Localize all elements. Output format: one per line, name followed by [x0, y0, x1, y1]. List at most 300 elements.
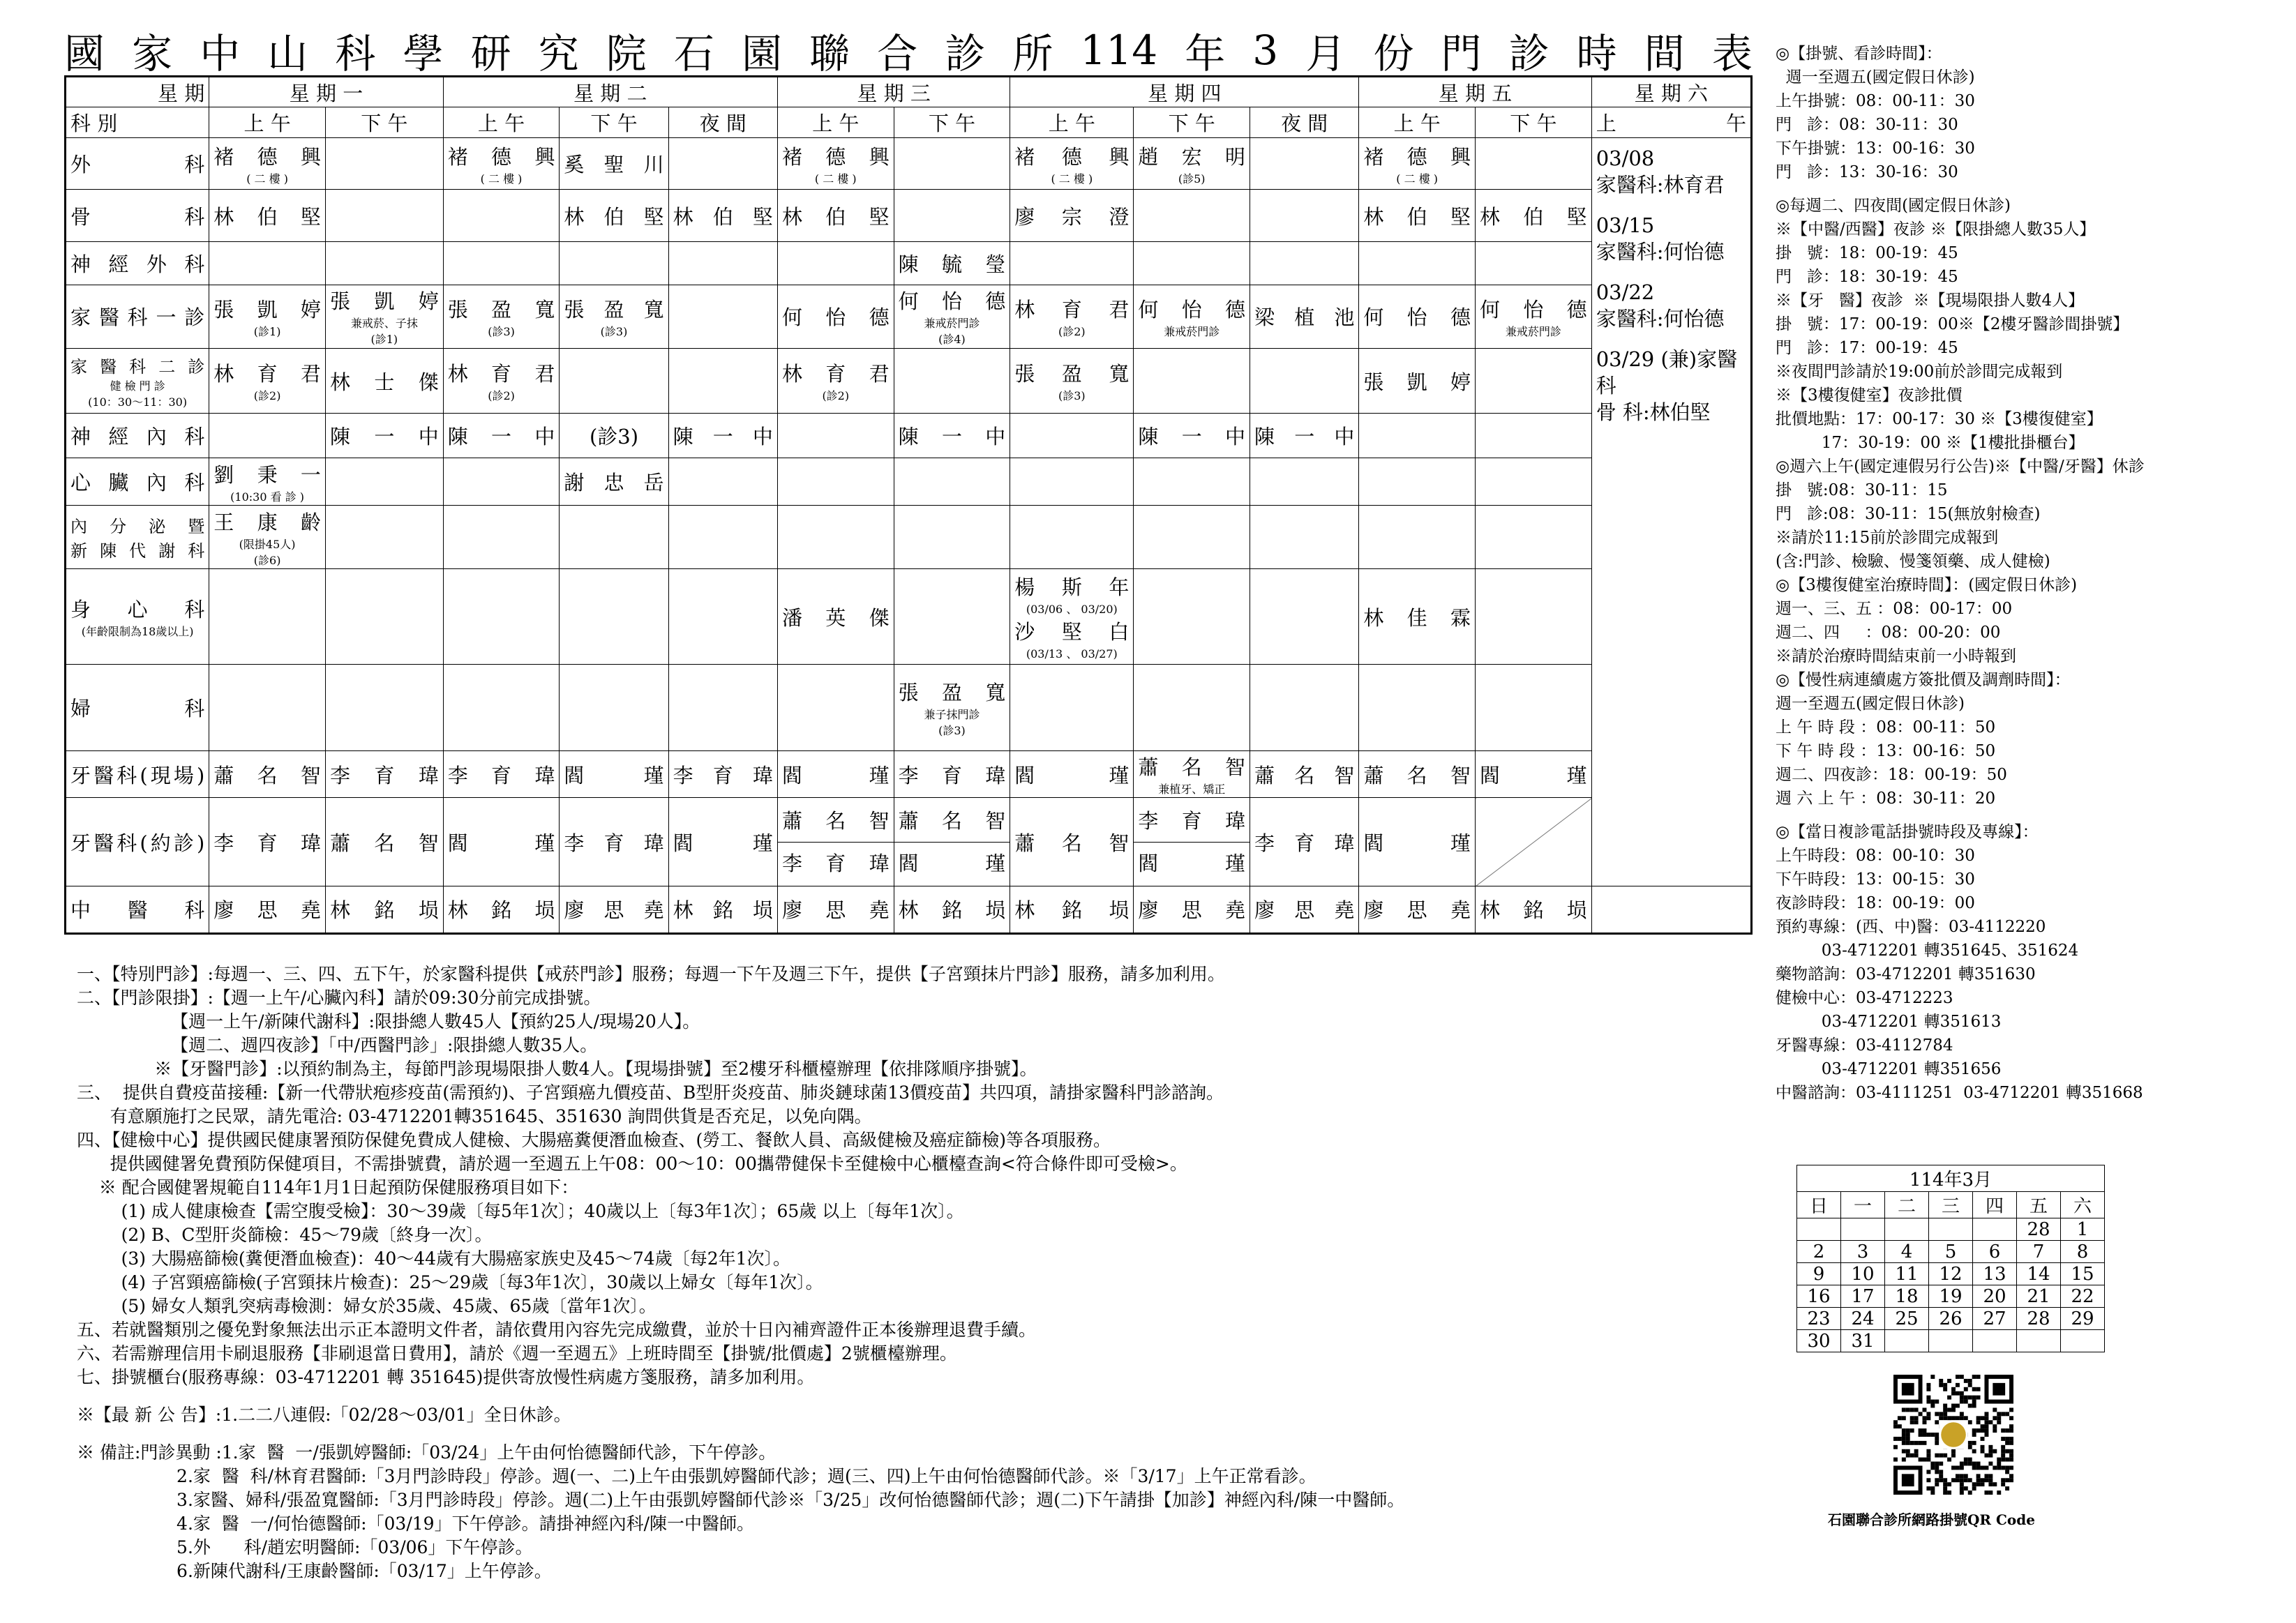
doctor-name: 蕭名智 [1363, 763, 1471, 787]
schedule-cell [1134, 665, 1250, 751]
day-header: 星 期 三 [777, 77, 1010, 107]
note-line: (3) 大腸癌篩檢(糞便潛血檢查)：40～44歲有大腸癌家族史及45～74歲〔每2年1次〕。 [77, 1248, 791, 1269]
schedule-cell [668, 665, 777, 751]
info-line: ◎【掛號、看診時間】： [1776, 45, 1942, 63]
qr-caption: 石園聯合診所網路掛號QR Code [1828, 1511, 2035, 1528]
schedule-cell [325, 751, 443, 798]
schedule-cell [1359, 190, 1476, 241]
doctor-name: 廖思堯 [564, 898, 664, 923]
schedule-cell [1359, 285, 1476, 348]
info-line: 門 診：13：30-16：30 [1776, 163, 1958, 181]
schedule-cell [1134, 798, 1250, 886]
note-line: 一、【特別門診】:每週一、三、四、五下午，於家醫科提供【戒菸門診】服務；每週一下午及週三下午，提供【子宮頸抹片門診】服務，請多加利用。 [77, 964, 1225, 984]
info-line: 17：30-19：00 ※【1樓批掛櫃台】 [1776, 434, 2085, 452]
schedule-cell [894, 506, 1010, 569]
cell-note: 兼戒菸門診 [924, 317, 980, 331]
dept-name: 家醫科二診 [70, 356, 205, 377]
calendar-day: 7 [2017, 1241, 2061, 1263]
info-line: 03-4712201 轉351645、351624 [1776, 942, 2079, 960]
schedule-cell [209, 458, 326, 506]
info-line: 牙醫專線：03-4112784 [1776, 1036, 1953, 1055]
doctor-name: 李育瑋 [213, 831, 321, 855]
schedule-cell [325, 798, 443, 886]
schedule-cell [668, 285, 777, 348]
schedule-cell [1010, 190, 1134, 241]
dept-cell [66, 798, 209, 886]
note-line: 【週二、週四夜診】「中/西醫門診」:限掛總人數35人。 [77, 1035, 598, 1055]
doctor-name: 何怡德 [1363, 305, 1471, 330]
schedule-cell [1476, 886, 1592, 933]
schedule-cell [560, 285, 668, 348]
schedule-cell [1134, 751, 1250, 798]
schedule-cell [1476, 348, 1592, 413]
calendar-day: 21 [2017, 1285, 2061, 1308]
info-panel [1776, 42, 2278, 1105]
schedule-cell [1010, 665, 1134, 751]
calendar-weekday: 二 [1885, 1192, 1929, 1218]
dept-cell [66, 665, 209, 751]
schedule-cell [325, 665, 443, 751]
doctor-name: 趙宏明 [1138, 144, 1246, 169]
dept-cell [66, 190, 209, 241]
schedule-cell [668, 458, 777, 506]
dept-cell [66, 751, 209, 798]
calendar-weekday: 日 [1797, 1192, 1841, 1218]
info-line: 週 六 上 午 ：08：30-11：20 [1776, 790, 1996, 808]
schedule-cell [777, 798, 894, 886]
calendar-day: 20 [1973, 1285, 2017, 1308]
session-header: 夜 間 [668, 107, 777, 137]
cell-note: 兼戒菸門診 [1164, 324, 1220, 338]
schedule-cell [777, 348, 894, 413]
dept-name: 骨 科 [70, 204, 205, 229]
info-line: ※請於治療時間結束前一小時報到 [1776, 647, 2016, 665]
schedule-cell [1250, 348, 1359, 413]
note-line: 6.新陳代謝科/王康齡醫師:「03/17」上午停診。 [77, 1561, 552, 1581]
schedule-cell [325, 458, 443, 506]
schedule-cell [209, 665, 326, 751]
doctor-name: 潘英傑 [781, 605, 890, 630]
calendar-day: 4 [1885, 1241, 1929, 1263]
info-line: ※夜間門診請於19:00前於診間完成報到 [1776, 363, 2063, 381]
schedule-cell [560, 665, 668, 751]
info-line: 週二、四夜診：18：00-19：50 [1776, 766, 2007, 784]
schedule-cell [1359, 137, 1476, 189]
title-char: 聯 [809, 30, 850, 77]
info-line: ◎【當日複診電話掛號時段及專線】： [1776, 823, 2039, 841]
note-line: 【週一上午/新陳代謝科】:限掛總人數45人【預約25人/現場20人】。 [77, 1011, 700, 1032]
calendar-day: 24 [1841, 1308, 1885, 1330]
doctor-name: 陳一中 [898, 425, 1006, 449]
calendar-day: 3 [1841, 1241, 1885, 1263]
doctor-name: 蕭名智 [213, 763, 321, 787]
schedule-cell [1476, 569, 1592, 665]
schedule-cell [668, 348, 777, 413]
schedule-cell [443, 414, 560, 458]
info-line: (含:門診、檢驗、慢箋領藥、成人健檢) [1776, 552, 2050, 571]
schedule-cell [560, 798, 668, 886]
calendar-day: 8 [2061, 1241, 2105, 1263]
calendar-day [1841, 1218, 1885, 1241]
schedule-cell [777, 569, 894, 665]
doctor-name: 閻瑾 [1014, 763, 1130, 787]
doctor-name: 閻瑾 [673, 831, 773, 855]
schedule-cell [1010, 751, 1134, 798]
day-header: 星 期 四 [1010, 77, 1359, 107]
schedule-cell [443, 506, 560, 569]
saturday-line: 03/08 [1596, 146, 1655, 170]
calendar-day [1885, 1218, 1929, 1241]
session-header: 下 午 [1134, 107, 1250, 137]
info-line: 中醫諮詢：03-4111251 03-4712201 轉351668 [1776, 1084, 2143, 1102]
doctor-name: 閻瑾 [564, 763, 664, 787]
info-line: 掛 號：18：00-19：45 [1776, 244, 1958, 262]
day-header: 星 期 五 [1359, 77, 1591, 107]
schedule-cell [777, 506, 894, 569]
title-char: 診 [945, 30, 986, 77]
doctor-name: 林伯堅 [213, 204, 321, 229]
note-line: 二、【門診限掛】:【週一上午/心臟內科】請於09:30分前完成掛號。 [77, 988, 601, 1008]
dept-cell [66, 506, 209, 569]
schedule-cell [668, 414, 777, 458]
schedule-cell [325, 506, 443, 569]
schedule-cell [1134, 285, 1250, 348]
calendar-day: 6 [1973, 1241, 2017, 1263]
schedule-cell [325, 569, 443, 665]
doctor-name: 林士傑 [329, 370, 439, 394]
schedule-cell [1134, 886, 1250, 933]
saturday-line: 家醫科:何怡德 [1596, 306, 1725, 331]
doctor-name: 廖思堯 [1138, 898, 1246, 923]
schedule-cell [325, 241, 443, 285]
saturday-line: 家醫科:何怡德 [1596, 239, 1725, 264]
doctor-name: 蕭名智 [1138, 755, 1246, 780]
calendar-day [1929, 1218, 1973, 1241]
calendar-day: 28 [2017, 1308, 2061, 1330]
title-char: 月 [1305, 30, 1346, 77]
schedule-cell [325, 886, 443, 933]
info-line: 週一至週五(國定假日休診) [1776, 695, 1965, 713]
schedule-cell [443, 886, 560, 933]
schedule-cell [894, 751, 1010, 798]
note-line [77, 1427, 1779, 1441]
schedule-cell [1359, 241, 1476, 285]
schedule-cell [443, 348, 560, 413]
doctor-name: 閻瑾 [781, 763, 890, 787]
schedule-cell [209, 190, 326, 241]
schedule-cell [1134, 241, 1250, 285]
schedule-cell [1476, 241, 1592, 285]
schedule-cell [668, 190, 777, 241]
schedule-cell [443, 190, 560, 241]
doctor-name: 閻瑾 [1480, 763, 1587, 787]
schedule-cell [1010, 798, 1134, 886]
cell-note: (10:30 看 診 ) [230, 490, 305, 504]
calendar-day: 22 [2061, 1285, 2105, 1308]
schedule-cell [209, 414, 326, 458]
schedule-cell [560, 137, 668, 189]
note-line: (2) B、C型肝炎篩檢：45～79歲〔終身一次〕。 [77, 1225, 493, 1245]
schedule-cell [777, 414, 894, 458]
cell-note: (限掛45人) [239, 537, 296, 551]
schedule-cell [1359, 458, 1476, 506]
doctor-name: 王康齡 [213, 510, 321, 534]
schedule-cell [209, 569, 326, 665]
cell-note: 兼植牙、矯正 [1158, 783, 1226, 797]
schedule-cell [1359, 751, 1476, 798]
cell-note: (診2) [488, 389, 515, 403]
calendar-day: 28 [2017, 1218, 2061, 1241]
info-line: 夜診時段：18：00-19：00 [1776, 894, 1975, 912]
doctor-name: 張凱婷 [1363, 370, 1471, 394]
calendar-day: 23 [1797, 1308, 1841, 1330]
schedule-cell [443, 458, 560, 506]
qr-code[interactable] [1893, 1375, 2013, 1495]
doctor-name: 林銘埙 [447, 898, 555, 923]
doctor-name: 褚德興 [1363, 144, 1471, 169]
schedule-cell [1250, 506, 1359, 569]
doctor-name: 何怡德 [781, 305, 890, 330]
info-line: 門 診：17：00-19：45 [1776, 339, 1958, 357]
calendar-day [1973, 1330, 2017, 1352]
doctor-name: 陳一中 [329, 425, 439, 449]
note-line: 5.外 科/趙宏明醫師:「03/06」下午停診。 [77, 1537, 533, 1557]
schedule-cell [1010, 569, 1134, 665]
session-header: 夜 間 [1250, 107, 1359, 137]
schedule-cell [777, 751, 894, 798]
corner-header: 星 期 [66, 77, 209, 107]
doctor-name: 沙堅白 [1014, 620, 1130, 644]
schedule-cell [443, 285, 560, 348]
title-char: 研 [470, 30, 511, 77]
session-header: 下 午 [1476, 107, 1592, 137]
title-char: 科 [335, 30, 376, 77]
dept-cell [66, 886, 209, 933]
schedule-cell [209, 348, 326, 413]
schedule-cell [1359, 665, 1476, 751]
title-char: 114 [1080, 27, 1158, 74]
schedule-cell [777, 137, 894, 189]
schedule-cell [1476, 285, 1592, 348]
schedule-cell [325, 285, 443, 348]
notes-section [77, 963, 1779, 1583]
schedule-cell [894, 190, 1010, 241]
cell-note: (診3) [488, 324, 515, 338]
dept-cell [66, 414, 209, 458]
cell-note: (診6) [253, 553, 281, 567]
title-char: 合 [877, 30, 918, 77]
doctor-name: 張盈寬 [447, 297, 555, 322]
schedule-cell [443, 798, 560, 886]
cell-note: (診5) [1178, 172, 1206, 186]
schedule-cell [777, 241, 894, 285]
doctor-name: 蕭名智 [894, 800, 1010, 843]
title-char: 學 [403, 30, 444, 77]
title-char: 診 [1508, 30, 1550, 77]
cell-note: (診3) [600, 324, 628, 338]
note-line: ※【牙醫門診】:以預約制為主，每節門診現場限掛人數4人。【現場掛號】至2樓牙科櫃檯辦理【依排隊順序掛號】。 [77, 1059, 1037, 1079]
doctor-name: 林育君 [213, 362, 321, 386]
note-line: (4) 子宮頸癌篩檢(子宮頸抹片檢查)：25～29歲〔每3年1次〕，30歲以上婦女〔每年1次〕。 [77, 1272, 823, 1292]
title-char: 家 [132, 30, 173, 77]
session-header: 上 午 [209, 107, 326, 137]
info-line: 上午時段：08：00-10：30 [1776, 847, 1975, 865]
title-char: 究 [538, 30, 579, 77]
calendar-day: 29 [2061, 1308, 2105, 1330]
cell-note: 兼戒菸門診 [1505, 324, 1561, 338]
session-header: 下 午 [894, 107, 1010, 137]
doctor-name: 林育君 [781, 362, 890, 386]
cell-note: (03/13 、 03/27) [1026, 647, 1118, 661]
info-line: 03-4712201 轉351613 [1776, 1013, 2002, 1031]
doctor-name: 李育瑋 [1134, 800, 1250, 843]
schedule-cell [1476, 798, 1592, 886]
note-line: 提供國健署免費預防保健項目，不需掛號費，請於週一至週五上午08：00～10：00攜帶健保卡至健檢中心櫃檯查詢<符合條件即可受檢>。 [77, 1154, 1187, 1174]
dept-cell [66, 458, 209, 506]
cell-note: (診3) [1058, 389, 1086, 403]
calendar-day: 13 [1973, 1263, 2017, 1285]
schedule-cell [777, 458, 894, 506]
schedule-cell [1476, 751, 1592, 798]
doctor-name: 陳一中 [1138, 425, 1246, 449]
schedule-cell [1010, 506, 1134, 569]
note-line: 2.家 醫 科/林育君醫師:「3月門診時段」停診。週(一、二)上午由張凱婷醫師代診；週(三、四)上午由何怡德醫師代診。※「3/17」上午正常看診。 [77, 1466, 1316, 1486]
doctor-name: 林育君 [447, 362, 555, 386]
doctor-name: 閻瑾 [1363, 831, 1471, 855]
schedule-cell [1010, 241, 1134, 285]
cell-note: (診1) [370, 333, 398, 347]
schedule-cell [1250, 137, 1359, 189]
dept-line: 內 分 泌 暨 [70, 517, 205, 537]
info-line: 上午掛號：08：00-11：30 [1776, 92, 1975, 110]
schedule-cell [894, 285, 1010, 348]
doctor-name: 褚德興 [1014, 144, 1130, 169]
doctor-name: 林伯堅 [781, 204, 890, 229]
doctor-name: 林伯堅 [673, 204, 773, 229]
doctor-name: 張凱婷 [213, 297, 321, 322]
calendar-day: 2 [1797, 1241, 1841, 1263]
schedule-cell [1250, 798, 1359, 886]
doctor-name: 褚德興 [213, 144, 321, 169]
calendar-day: 27 [1973, 1308, 2017, 1330]
doctor-name: 林銘埙 [673, 898, 773, 923]
doctor-name: 何怡德 [1138, 297, 1246, 322]
saturday-line [1596, 265, 1746, 279]
calendar-weekday: 五 [2017, 1192, 2061, 1218]
doctor-name: 何怡德 [1480, 297, 1587, 322]
schedule-cell [668, 886, 777, 933]
schedule-cell [777, 285, 894, 348]
doctor-name: 林佳霖 [1363, 605, 1471, 630]
day-header: 星 期 一 [209, 77, 443, 107]
calendar-title: 114年3月 [1797, 1165, 2105, 1192]
dept-cell [66, 285, 209, 348]
schedule-cell [209, 886, 326, 933]
schedule-cell [1359, 348, 1476, 413]
calendar-day [1929, 1330, 1973, 1352]
calendar-day: 14 [2017, 1263, 2061, 1285]
schedule-cell [209, 137, 326, 189]
calendar-day [1797, 1218, 1841, 1241]
schedule-cell [325, 348, 443, 413]
doctor-name: 蕭名智 [329, 831, 439, 855]
doctor-name: 林銘埙 [1480, 898, 1587, 923]
schedule-cell [560, 751, 668, 798]
saturday-line: 03/29 (兼)家醫科 [1596, 347, 1738, 398]
dept-cell [66, 137, 209, 189]
doctor-name: 何怡德 [898, 289, 1006, 314]
dept-name: 神 經 外 科 [70, 252, 205, 276]
schedule-cell [443, 137, 560, 189]
session-header: 上 午 [1591, 107, 1751, 137]
doctor-name: 褚德興 [781, 144, 890, 169]
doctor-name: 奚聖川 [564, 153, 664, 177]
schedule-cell [894, 886, 1010, 933]
page-title [64, 25, 1753, 77]
info-line: 週一至週五(國定假日休診) [1776, 68, 1975, 86]
schedule-cell [1134, 458, 1250, 506]
schedule-table [64, 75, 1753, 935]
schedule-cell [1476, 137, 1592, 189]
info-line: 健檢中心：03-4712223 [1776, 989, 1953, 1007]
calendar-weekday: 三 [1929, 1192, 1973, 1218]
doctor-name: 張盈寬 [1014, 362, 1130, 386]
title-char: 時 [1576, 30, 1617, 77]
note-line: 四、【健檢中心】提供國民健康署預防保健免費成人健檢、大腸癌糞便潛血檢查、(勞工、餐飲人員、高級健檢及癌症篩檢)等各項服務。 [77, 1130, 1111, 1150]
schedule-cell [894, 137, 1010, 189]
doctor-name: 李育瑋 [673, 763, 773, 787]
schedule-cell [209, 751, 326, 798]
schedule-cell [1250, 414, 1359, 458]
saturday-line: 03/15 [1596, 213, 1655, 237]
calendar-day: 30 [1797, 1330, 1841, 1352]
saturday-line: 家醫科:林育君 [1596, 172, 1725, 197]
schedule-cell [325, 414, 443, 458]
info-line: 03-4712201 轉351656 [1776, 1060, 2002, 1078]
schedule-cell [1476, 506, 1592, 569]
info-line: 下 午 時 段 ：13：00-16：50 [1776, 742, 1996, 760]
doctor-name: 蕭名智 [1254, 763, 1355, 787]
saturday-line [1596, 332, 1746, 346]
title-char: 所 [1012, 30, 1053, 77]
calendar-day: 31 [1841, 1330, 1885, 1352]
schedule-cell [1359, 798, 1476, 886]
dept-name: 身 心 科 [70, 598, 205, 622]
schedule-cell [1134, 190, 1250, 241]
calendar-day [2017, 1330, 2061, 1352]
dept-cell [66, 241, 209, 285]
schedule-cell [1359, 506, 1476, 569]
schedule-cell [209, 285, 326, 348]
cell-note: (診2) [253, 389, 281, 403]
info-line: 掛 號:08：30-11：15 [1776, 481, 1948, 499]
schedule-cell [1250, 458, 1359, 506]
schedule-cell [209, 506, 326, 569]
calendar-day: 10 [1841, 1263, 1885, 1285]
session-header: 上 午 [777, 107, 894, 137]
schedule-cell [1250, 241, 1359, 285]
calendar-day: 12 [1929, 1263, 1973, 1285]
calendar-weekday: 四 [1973, 1192, 2017, 1218]
cell-note: 兼戒菸、子抹 [350, 317, 418, 331]
note-line: ※【最 新 公 告】:1.二二八連假:「02/28～03/01」全日休診。 [77, 1405, 571, 1425]
schedule-cell [560, 886, 668, 933]
doctor-name: 李育瑋 [564, 831, 664, 855]
cell-note: 兼子抹門診 [924, 708, 980, 722]
cell-note: (診2) [1058, 324, 1086, 338]
note-line: 七、掛號櫃台(服務專線：03-4712201 轉 351645)提供寄放慢性病處方箋服務，請多加利用。 [77, 1367, 815, 1387]
calendar-day [1885, 1330, 1929, 1352]
